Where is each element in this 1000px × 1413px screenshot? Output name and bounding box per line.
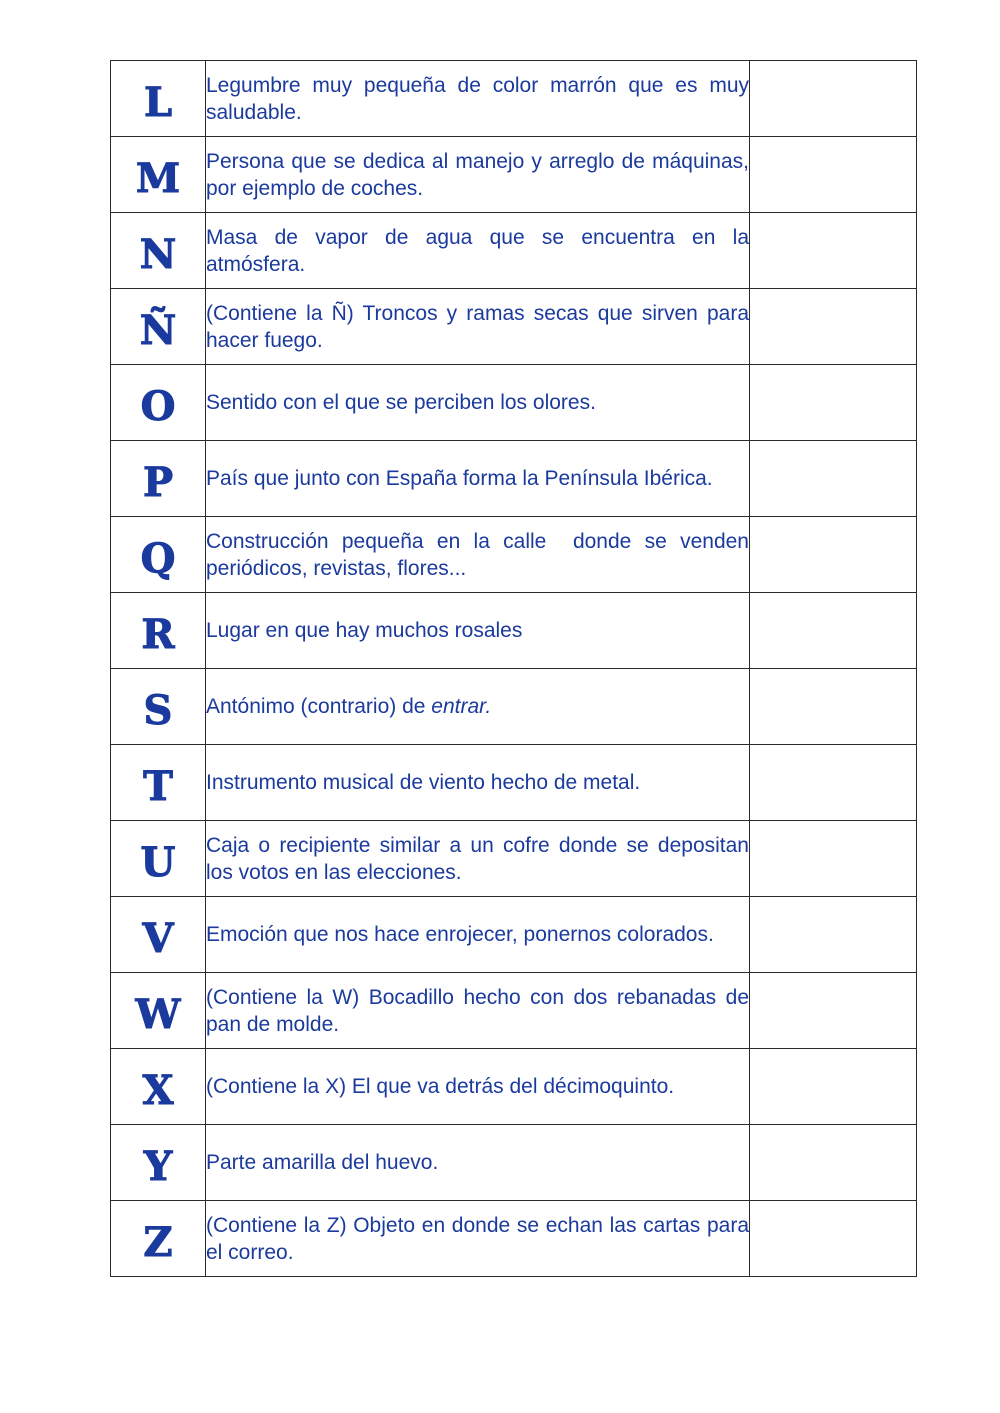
table-row (111, 669, 917, 745)
letter: N (139, 230, 177, 278)
answer-cell[interactable] (750, 745, 917, 821)
clue-cell (206, 137, 750, 213)
clue-text: (Contiene la Z) Objeto en donde se echan las cartas para el correo. (206, 1213, 749, 1264)
letter-cell (111, 821, 206, 897)
table-row (111, 213, 917, 289)
answer-cell[interactable] (750, 137, 917, 213)
table-row (111, 821, 917, 897)
clue-text: (Contiene la X) El que va detrás del décimoquinto. (206, 1075, 675, 1098)
table-row (111, 1125, 917, 1201)
letter: Y (143, 1142, 173, 1190)
clue-text (206, 693, 749, 720)
answer-cell[interactable] (750, 289, 917, 365)
answer-cell[interactable] (750, 821, 917, 897)
clue-text: Instrumento musical de viento hecho de metal. (206, 771, 641, 794)
clue-text: Emoción que nos hace enrojecer, ponernos colorados. (206, 923, 714, 946)
clue-text-emphasis: entrar. (431, 695, 492, 718)
alphabet-quiz-table (110, 60, 917, 1277)
answer-cell[interactable] (750, 1125, 917, 1201)
letter-cell (111, 1201, 206, 1277)
letter-cell (111, 137, 206, 213)
letter: L (143, 78, 173, 126)
answer-cell[interactable] (750, 441, 917, 517)
letter: P (142, 458, 174, 506)
clue-cell (206, 365, 750, 441)
letter: Ñ (139, 306, 177, 354)
clue-text-prefix: Antónimo (contrario) de (206, 695, 432, 718)
table-row (111, 593, 917, 669)
answer-cell[interactable] (750, 973, 917, 1049)
clue-text: (Contiene la W) Bocadillo hecho con dos rebanadas de pan de molde. (206, 985, 749, 1036)
letter: S (143, 686, 173, 734)
table-row (111, 441, 917, 517)
clue-cell (206, 897, 750, 973)
table-row (111, 745, 917, 821)
clue-text: Construcción pequeña en la calle donde se venden periódicos, revistas, flores... (206, 529, 755, 580)
answer-cell[interactable] (750, 1049, 917, 1125)
letter: X (142, 1066, 174, 1114)
clue-cell (206, 669, 750, 745)
answer-cell[interactable] (750, 593, 917, 669)
letter: U (140, 838, 176, 886)
clue-text: Parte amarilla del huevo. (206, 1151, 439, 1174)
table-row (111, 973, 917, 1049)
clue-cell (206, 593, 750, 669)
clue-text: Lugar en que hay muchos rosales (206, 619, 523, 642)
answer-cell[interactable] (750, 1201, 917, 1277)
letter-cell (111, 441, 206, 517)
letter-cell (111, 213, 206, 289)
clue-cell (206, 289, 750, 365)
table-row (111, 517, 917, 593)
letter-cell (111, 593, 206, 669)
clue-cell (206, 213, 750, 289)
clue-cell (206, 821, 750, 897)
letter-cell (111, 669, 206, 745)
letter: W (135, 990, 181, 1038)
answer-cell[interactable] (750, 365, 917, 441)
table-row (111, 1049, 917, 1125)
answer-cell[interactable] (750, 669, 917, 745)
clue-cell (206, 745, 750, 821)
clue-text: (Contiene la Ñ) Troncos y ramas secas que sirven para hacer fuego. (206, 301, 749, 352)
answer-cell[interactable] (750, 897, 917, 973)
letter: Q (140, 534, 176, 582)
letter-cell (111, 1125, 206, 1201)
letter-cell (111, 745, 206, 821)
clue-text: Sentido con el que se perciben los olores. (206, 391, 596, 414)
clue-cell (206, 61, 750, 137)
clue-cell (206, 1125, 750, 1201)
clue-cell (206, 1049, 750, 1125)
clue-cell (206, 973, 750, 1049)
letter: R (141, 610, 175, 658)
letter-cell (111, 973, 206, 1049)
table-row (111, 1201, 917, 1277)
clue-text: Legumbre muy pequeña de color marrón que es muy saludable. (206, 73, 749, 124)
clue-text: Caja o recipiente similar a un cofre donde se depositan los votos en las elecciones. (206, 833, 749, 884)
letter-cell (111, 365, 206, 441)
letter-cell (111, 61, 206, 137)
clue-cell (206, 441, 750, 517)
letter-cell (111, 1049, 206, 1125)
answer-cell[interactable] (750, 61, 917, 137)
clue-text: País que junto con España forma la Península Ibérica. (206, 467, 713, 490)
clue-cell (206, 1201, 750, 1277)
table-row (111, 137, 917, 213)
letter: M (135, 154, 181, 202)
table-row (111, 897, 917, 973)
letter-cell (111, 897, 206, 973)
table-row (111, 289, 917, 365)
table-row (111, 61, 917, 137)
answer-cell[interactable] (750, 517, 917, 593)
clue-text: Persona que se dedica al manejo y arreglo de máquinas, por ejemplo de coches. (206, 149, 749, 200)
answer-cell[interactable] (750, 213, 917, 289)
clue-cell (206, 517, 755, 593)
clue-text: Masa de vapor de agua que se encuentra en la atmósfera. (206, 225, 749, 276)
letter: T (143, 762, 173, 810)
letter: Z (143, 1218, 173, 1266)
letter: O (140, 382, 176, 430)
letter-cell (111, 517, 206, 593)
worksheet (110, 60, 916, 1277)
table-row (111, 365, 917, 441)
letter: V (142, 914, 174, 962)
letter-cell (111, 289, 206, 365)
